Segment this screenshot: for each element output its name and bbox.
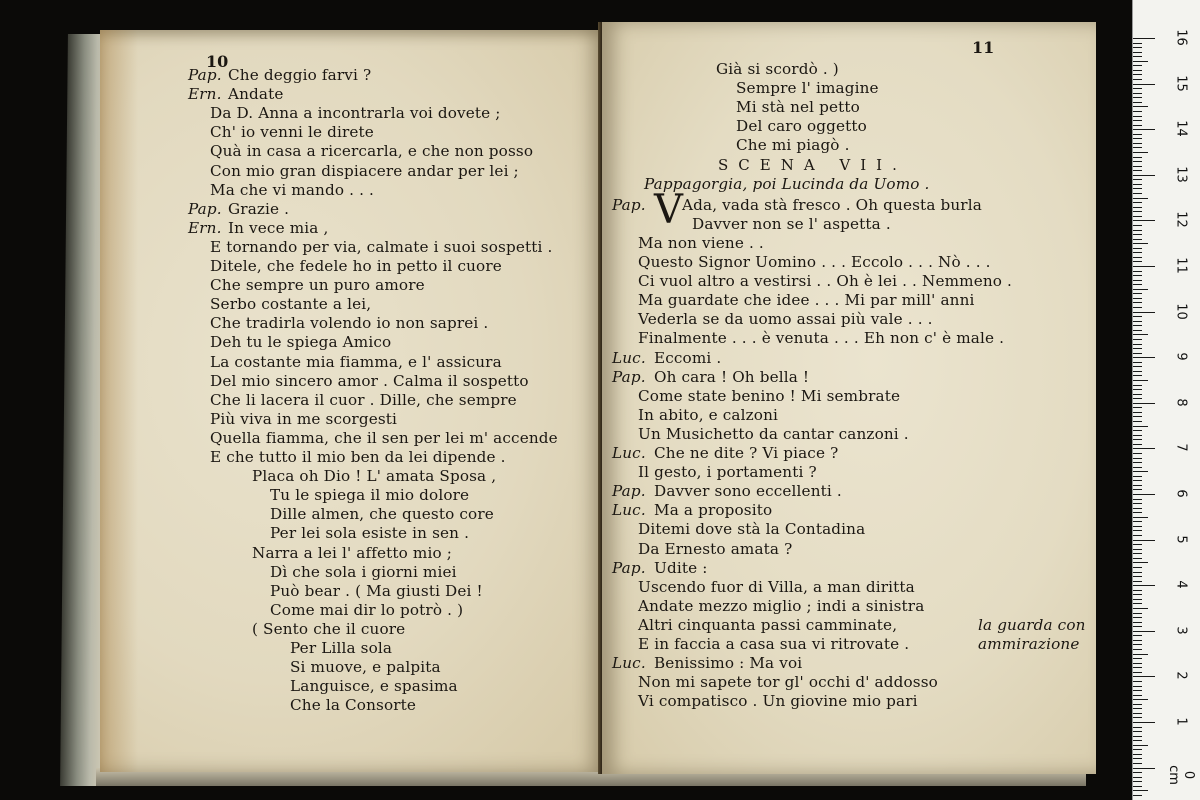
speaker-label: Ern. — [188, 218, 222, 237]
text-line: Può bear . ( Ma giusti Dei ! — [270, 581, 483, 600]
ruler-tick — [1133, 731, 1142, 732]
ruler-tick — [1133, 366, 1142, 367]
text-line: Da D. Anna a incontrarla voi dovete ; — [210, 104, 501, 123]
ruler-tick — [1133, 658, 1142, 659]
ruler-label: 3 — [1173, 626, 1189, 635]
ruler-tick — [1133, 357, 1155, 358]
ruler-tick — [1133, 334, 1148, 335]
ruler-tick — [1133, 266, 1155, 267]
ruler-tick — [1133, 517, 1148, 518]
text-line: Uscendo fuor di Villa, a man diritta — [638, 577, 915, 596]
ruler-tick — [1133, 220, 1155, 221]
ruler-tick — [1133, 485, 1142, 486]
text-line: Non mi sapete tor gl' occhi d' addosso — [638, 673, 938, 692]
ruler-tick — [1133, 147, 1142, 148]
text-line: Del caro oggetto — [736, 117, 867, 136]
ruler-tick — [1133, 676, 1155, 677]
ruler-label: 8 — [1173, 398, 1189, 407]
ruler-tick — [1133, 558, 1142, 559]
speaker-label: Pap. — [612, 482, 646, 501]
ruler-tick — [1133, 47, 1142, 48]
ruler-tick — [1133, 271, 1142, 272]
ruler-tick — [1133, 407, 1142, 408]
text-line: Dille almen, che questo core — [270, 505, 494, 524]
ruler-tick — [1133, 790, 1148, 791]
ruler-label: 0 cm — [1166, 764, 1196, 785]
text-line: Mi stà nel petto — [736, 98, 860, 117]
ruler-tick — [1133, 375, 1142, 376]
ruler-label: 2 — [1173, 671, 1189, 681]
ruler-tick — [1133, 380, 1148, 381]
text-line: Quella fiamma, che il sen per lei m' accende — [210, 428, 558, 447]
ruler-tick — [1133, 134, 1142, 135]
ruler-tick — [1133, 585, 1155, 586]
text-line: In abito, e calzoni — [638, 405, 779, 424]
ruler-label: 1 — [1173, 717, 1189, 726]
ruler-tick — [1133, 403, 1155, 404]
ruler-tick — [1133, 439, 1142, 440]
ruler-tick — [1133, 184, 1142, 185]
ruler-tick — [1133, 344, 1142, 345]
text-line: Languisce, e spasima — [290, 677, 458, 696]
ruler-tick — [1133, 476, 1142, 477]
text-line: E che tutto il mio ben da lei dipende . — [210, 448, 506, 466]
text-line: E tornando per via, calmate i suoi sospetti . — [210, 237, 553, 256]
ruler-tick — [1133, 717, 1142, 718]
ruler-label: 10 — [1173, 302, 1189, 320]
ruler-tick — [1133, 225, 1142, 226]
ruler-tick — [1133, 599, 1142, 600]
text-line: Finalmente . . . è venuta . . . Eh non c' è male . — [638, 329, 1005, 348]
text-line: Oh cara ! Oh bella ! — [654, 367, 810, 386]
text-line: Deh tu le spiega Amico — [210, 333, 392, 352]
ruler-tick — [1133, 786, 1142, 787]
text-line: La costante mia fiamma, e l' assicura — [210, 352, 502, 371]
ruler-tick — [1133, 713, 1142, 714]
ruler-tick — [1133, 261, 1142, 262]
ruler-label: 15 — [1173, 74, 1189, 92]
ruler-tick — [1133, 166, 1142, 167]
ruler-tick — [1133, 690, 1142, 691]
text-line: Che deggio farvi ? — [228, 66, 372, 84]
ruler-tick — [1133, 667, 1142, 668]
ruler-tick — [1133, 622, 1142, 623]
drop-cap: V — [654, 186, 683, 233]
ruler-tick — [1133, 521, 1142, 522]
ruler-tick — [1133, 768, 1155, 769]
text-line: Ch' io venni le direte — [210, 123, 374, 142]
stage-direction: ammirazione — [978, 635, 1080, 653]
ruler-tick — [1133, 462, 1142, 463]
ruler-tick — [1133, 594, 1142, 595]
ruler-tick — [1133, 97, 1142, 98]
ruler-tick — [1133, 293, 1142, 294]
ruler-tick — [1133, 143, 1142, 144]
ruler-tick — [1133, 421, 1142, 422]
ruler-tick — [1133, 316, 1142, 317]
ruler-tick — [1133, 626, 1142, 627]
ruler-label: 4 — [1173, 580, 1189, 589]
ruler-tick — [1133, 202, 1142, 203]
ruler-tick — [1133, 111, 1142, 112]
ruler-tick — [1133, 544, 1142, 545]
page-number-right: 11 — [972, 38, 995, 57]
ruler-tick — [1133, 494, 1155, 495]
ruler-tick — [1133, 444, 1142, 445]
text-line: Ada, vada stà fresco . Oh questa burla — [682, 195, 982, 214]
ruler-tick — [1133, 175, 1155, 176]
ruler-tick — [1133, 234, 1142, 235]
ruler-tick — [1133, 562, 1148, 563]
ruler-tick — [1133, 252, 1142, 253]
text-line: Ma non viene . . — [638, 233, 764, 252]
measurement-ruler — [1132, 0, 1200, 800]
ruler-label: 14 — [1173, 120, 1189, 137]
ruler-tick — [1133, 635, 1142, 636]
speaker-label: Pap. — [612, 558, 646, 577]
ruler-tick — [1133, 458, 1142, 459]
ruler-tick — [1133, 120, 1142, 121]
ruler-tick — [1133, 608, 1148, 609]
ruler-tick — [1133, 540, 1155, 541]
text-line: Davver sono eccellenti . — [654, 482, 842, 501]
ruler-tick — [1133, 426, 1148, 427]
ruler-tick — [1133, 70, 1142, 71]
ruler-tick — [1133, 530, 1142, 531]
ruler-tick — [1133, 412, 1142, 413]
text-line: Più viva in me scorgesti — [210, 409, 398, 428]
ruler-tick — [1133, 307, 1142, 308]
text-line: Che tradirla volendo io non saprei . — [210, 314, 489, 333]
ruler-tick — [1133, 581, 1142, 582]
text-line: Davver non se l' aspetta . — [692, 214, 891, 233]
ruler-tick — [1133, 740, 1142, 741]
ruler-tick — [1133, 649, 1142, 650]
ruler-tick — [1133, 772, 1142, 773]
ruler-tick — [1133, 448, 1155, 449]
ruler-tick — [1133, 736, 1142, 737]
ruler-tick — [1133, 38, 1155, 39]
text-line: Che la Consorte — [290, 696, 417, 715]
text-line: Ditele, che fedele ho in petto il cuore — [210, 257, 502, 275]
ruler-tick — [1133, 576, 1142, 577]
speaker-label: Ern. — [188, 85, 222, 104]
ruler-label: 16 — [1173, 29, 1189, 46]
ruler-tick — [1133, 161, 1142, 162]
text-line: Sempre l' imagine — [736, 79, 879, 98]
speaker-label: Pap. — [188, 66, 222, 84]
ruler-tick — [1133, 116, 1142, 117]
text-line: Che li lacera il cuor . Dille, che sempre — [210, 390, 517, 409]
ruler-tick — [1133, 198, 1148, 199]
text-line: Udite : — [654, 558, 708, 577]
ruler-tick — [1133, 480, 1142, 481]
ruler-tick — [1133, 243, 1148, 244]
ruler-tick — [1133, 157, 1142, 158]
ruler-tick — [1133, 193, 1142, 194]
text-line: Come state benino ! Mi sembrate — [638, 386, 901, 405]
ruler-tick — [1133, 362, 1142, 363]
ruler-label: 13 — [1173, 166, 1189, 183]
text-line: E in faccia a casa sua vi ritrovate . — [638, 635, 910, 653]
text-line: Per Lilla sola — [290, 639, 393, 657]
ruler-tick — [1133, 722, 1155, 723]
ruler-tick — [1133, 88, 1142, 89]
ruler-tick — [1133, 489, 1142, 490]
ruler-tick — [1133, 61, 1148, 62]
speaker-label: Luc. — [612, 348, 646, 367]
speaker-label: Luc. — [612, 501, 646, 520]
text-line: Vederla se da uomo assai più vale . . . — [638, 310, 933, 329]
ruler-tick — [1133, 416, 1142, 417]
text-line: Già si scordò . ) — [716, 60, 839, 78]
ruler-tick — [1133, 230, 1142, 231]
ruler-tick — [1133, 526, 1142, 527]
text-line: Placa oh Dio ! L' amata Sposa , — [252, 467, 497, 486]
ruler-tick — [1133, 471, 1148, 472]
text-line: Benissimo : Ma voi — [654, 654, 803, 673]
page-number-left: 10 — [206, 52, 229, 71]
text-line: Si muove, e palpita — [290, 658, 441, 677]
ruler-tick — [1133, 257, 1142, 258]
ruler-tick — [1133, 188, 1142, 189]
ruler-tick — [1133, 330, 1142, 331]
ruler-tick — [1133, 777, 1142, 778]
right-page — [602, 22, 1096, 774]
ruler-tick — [1133, 499, 1142, 500]
ruler-tick — [1133, 640, 1142, 641]
text-line: Quà in casa a ricercarla, e che non posso — [210, 142, 534, 161]
text-line: Come mai dir lo potrò . ) — [270, 600, 464, 619]
ruler-tick — [1133, 681, 1142, 682]
ruler-tick — [1133, 695, 1142, 696]
ruler-tick — [1133, 567, 1142, 568]
ruler-tick — [1133, 512, 1142, 513]
ruler-tick — [1133, 672, 1142, 673]
ruler-tick — [1133, 79, 1142, 80]
ruler-tick — [1133, 453, 1142, 454]
ruler-tick — [1133, 125, 1142, 126]
text-line: Ma a proposito — [654, 501, 773, 520]
ruler-tick — [1133, 503, 1142, 504]
ruler-tick — [1133, 248, 1142, 249]
ruler-tick — [1133, 644, 1142, 645]
text-line: Serbo costante a lei, — [210, 295, 372, 314]
ruler-tick — [1133, 216, 1142, 217]
ruler-tick — [1133, 102, 1142, 103]
text-line: Eccomi . — [654, 348, 722, 367]
ruler-tick — [1133, 745, 1148, 746]
ruler-tick — [1133, 508, 1142, 509]
ruler-tick — [1133, 394, 1142, 395]
ruler-tick — [1133, 56, 1142, 57]
ruler-tick — [1133, 298, 1142, 299]
ruler-tick — [1133, 52, 1142, 53]
speaker-label: Pap. — [612, 367, 646, 386]
ruler-tick — [1133, 207, 1142, 208]
text-line: Grazie . — [228, 199, 290, 218]
ruler-tick — [1133, 699, 1148, 700]
ruler-tick — [1133, 398, 1142, 399]
ruler-label: 7 — [1173, 443, 1189, 453]
ruler-tick — [1133, 617, 1142, 618]
scene-subtitle: Pappagorgia, poi Lucinda da Uomo . — [644, 174, 930, 193]
text-line: Dì che sola i giorni miei — [270, 562, 457, 581]
text-line: Ci vuol altro a vestirsi . . Oh è lei . . Nemmeno . — [638, 272, 1013, 291]
ruler-label: 9 — [1173, 352, 1189, 361]
text-line: Che ne dite ? Vi piace ? — [654, 444, 839, 462]
text-line: Del mio sincero amor . Calma il sospetto — [210, 371, 529, 390]
ruler-tick — [1133, 275, 1142, 276]
ruler-tick — [1133, 339, 1142, 340]
ruler-tick — [1133, 348, 1142, 349]
ruler-tick — [1133, 613, 1142, 614]
text-line: Tu le spiega il mio dolore — [270, 486, 470, 505]
ruler-tick — [1133, 631, 1155, 632]
ruler-tick — [1133, 93, 1142, 94]
ruler-tick — [1133, 284, 1142, 285]
ruler-tick — [1133, 129, 1155, 130]
ruler-tick — [1133, 603, 1142, 604]
ruler-tick — [1133, 572, 1142, 573]
ruler-tick — [1133, 138, 1142, 139]
ruler-tick — [1133, 430, 1142, 431]
ruler-tick — [1133, 289, 1148, 290]
text-line: Altri cinquanta passi camminate, — [638, 615, 898, 634]
text-line: Narra a lei l' affetto mio ; — [252, 543, 453, 562]
text-line: Per lei sola esiste in sen . — [270, 524, 470, 543]
ruler-tick — [1133, 353, 1142, 354]
left-page — [100, 30, 602, 772]
ruler-tick — [1133, 312, 1155, 313]
text-line: In vece mia , — [228, 218, 329, 237]
ruler-label: 5 — [1173, 534, 1189, 544]
ruler-tick — [1133, 467, 1142, 468]
speaker-label: Pap. — [188, 199, 222, 218]
ruler-tick — [1133, 280, 1142, 281]
speaker-label: Luc. — [612, 444, 646, 462]
text-line: Ma che vi mando . . . — [210, 180, 375, 199]
ruler-tick — [1133, 74, 1142, 75]
page-stain — [100, 30, 138, 772]
ruler-label: 12 — [1173, 211, 1189, 229]
text-line: ( Sento che il cuore — [252, 619, 406, 638]
ruler-tick — [1133, 179, 1142, 180]
ruler-tick — [1133, 152, 1148, 153]
text-line: Andate mezzo miglio ; indi a sinistra — [638, 596, 925, 615]
text-line: Il gesto, i portamenti ? — [638, 463, 817, 482]
ruler-tick — [1133, 686, 1142, 687]
ruler-tick — [1133, 763, 1142, 764]
ruler-tick — [1133, 239, 1142, 240]
ruler-tick — [1133, 325, 1142, 326]
ruler-label: 6 — [1173, 489, 1189, 498]
ruler-tick — [1133, 708, 1142, 709]
ruler-tick — [1133, 749, 1142, 750]
text-line: Che sempre un puro amore — [210, 276, 425, 295]
ruler-tick — [1133, 321, 1142, 322]
ruler-tick — [1133, 535, 1142, 536]
text-line: Vi compatisco . Un giovine mio pari — [638, 692, 918, 711]
ruler-tick — [1133, 590, 1142, 591]
text-line: Ditemi dove stà la Contadina — [638, 520, 866, 539]
ruler-tick — [1133, 795, 1142, 796]
text-line: Con mio gran dispiacere andar per lei ; — [210, 161, 519, 180]
ruler-tick — [1133, 65, 1142, 66]
ruler-tick — [1133, 435, 1142, 436]
speaker-label: Luc. — [612, 654, 646, 673]
scene-heading: SCENA VII. — [718, 155, 907, 174]
speaker-label: Pap. — [612, 195, 646, 214]
ruler-tick — [1133, 781, 1142, 782]
ruler-tick — [1133, 553, 1142, 554]
ruler-tick — [1133, 211, 1142, 212]
text-line: Ma guardate che idee . . . Mi par mill' anni — [638, 291, 975, 310]
ruler-tick — [1133, 758, 1142, 759]
ruler-tick — [1133, 754, 1142, 755]
ruler-tick — [1133, 371, 1142, 372]
text-line: Che mi piagò . — [736, 136, 850, 155]
ruler-tick — [1133, 727, 1142, 728]
stage-direction: la guarda con — [978, 615, 1086, 634]
text-line: Un Musichetto da cantar canzoni . — [638, 424, 909, 443]
text-line: Questo Signor Uomino . . . Eccolo . . . Nò . . . — [638, 253, 991, 271]
ruler-tick — [1133, 663, 1142, 664]
ruler-tick — [1133, 106, 1148, 107]
ruler-tick — [1133, 170, 1142, 171]
ruler-tick — [1133, 549, 1142, 550]
ruler-tick — [1133, 84, 1155, 85]
ruler-tick — [1133, 43, 1142, 44]
ruler-tick — [1133, 302, 1142, 303]
ruler-tick — [1133, 389, 1142, 390]
ruler-tick — [1133, 385, 1142, 386]
ruler-tick — [1133, 704, 1142, 705]
ruler-label: 11 — [1173, 257, 1189, 274]
ruler-tick — [1133, 654, 1148, 655]
text-line: Da Ernesto amata ? — [638, 539, 793, 558]
text-line: Andate — [228, 85, 284, 104]
